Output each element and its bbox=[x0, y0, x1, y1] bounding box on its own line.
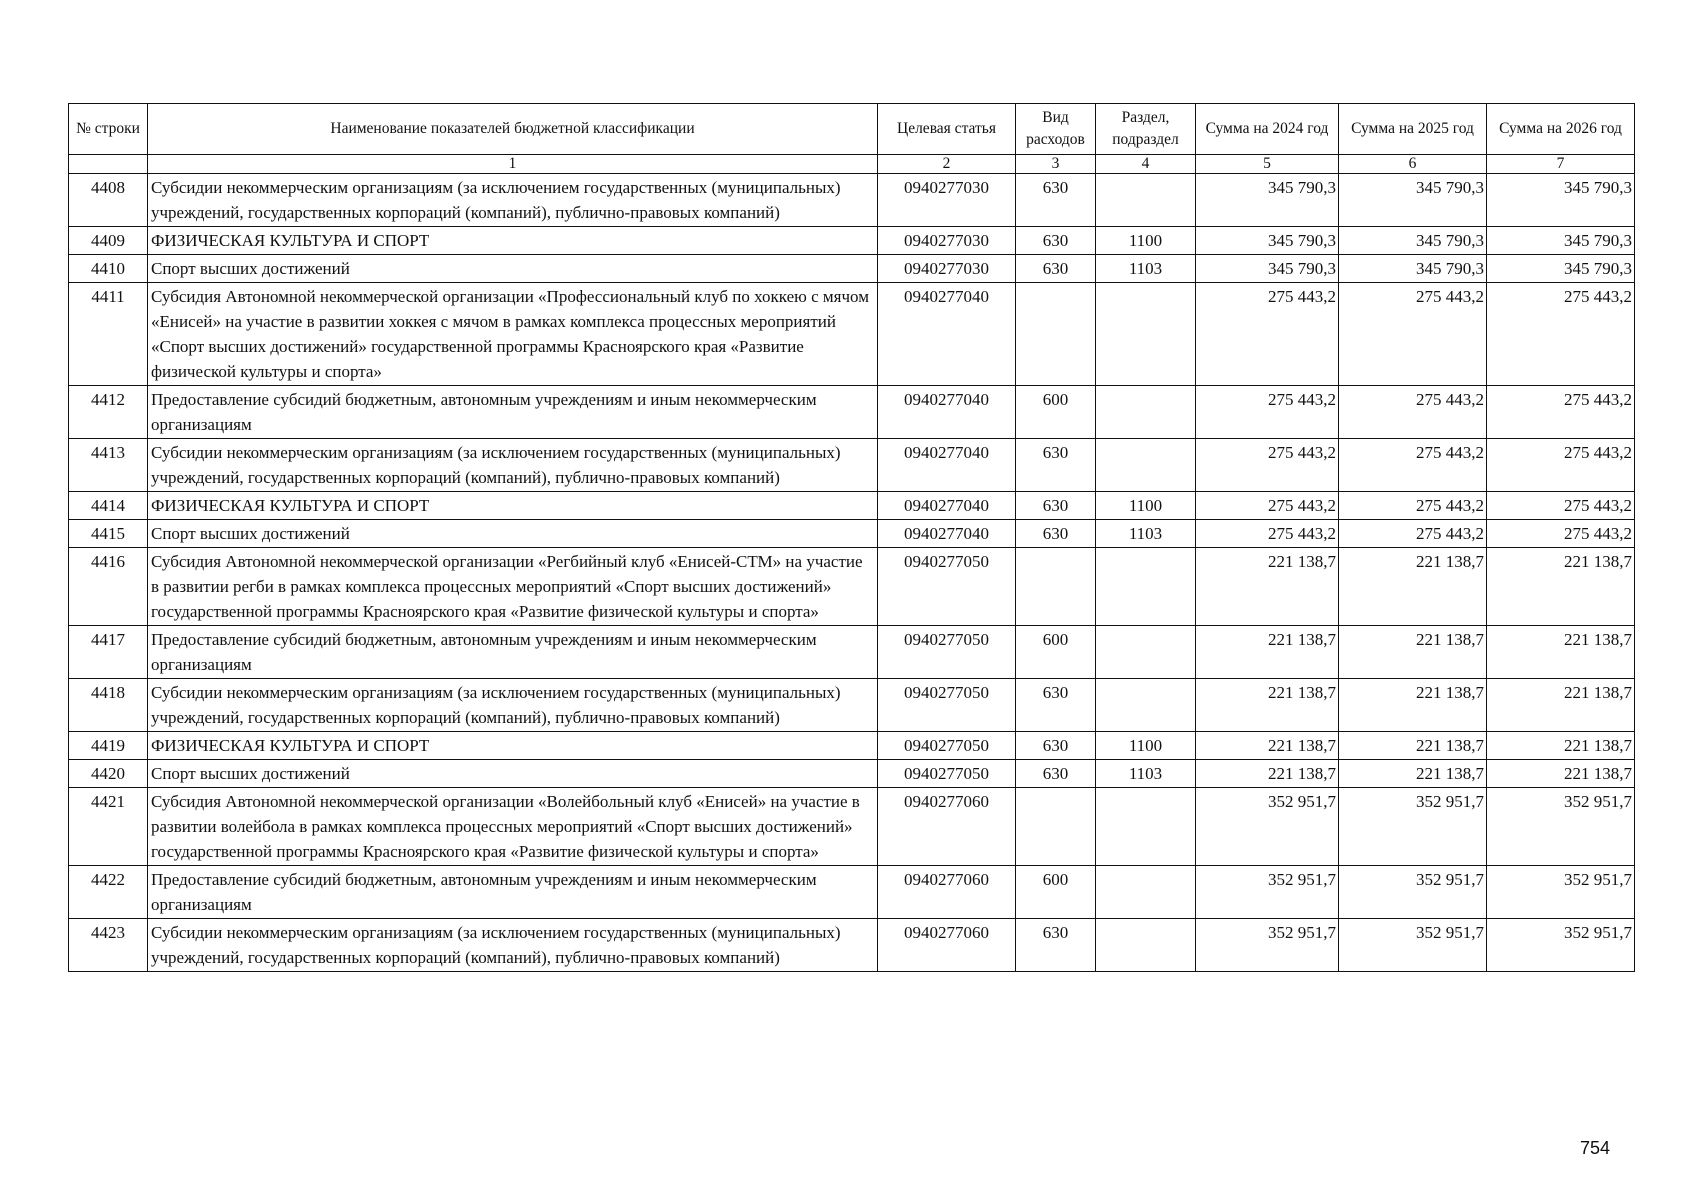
table-row bbox=[69, 760, 1635, 788]
row-name: Субсидии некоммерческим организациям (за исключением государственных (муниципальных) учреждений, государственных корпораций (компаний), публично-правовых компаний) bbox=[148, 439, 878, 492]
header-section: Раздел, подраздел bbox=[1096, 104, 1196, 155]
row-expense-type: 630 bbox=[1016, 439, 1096, 492]
row-sum-2026: 352 951,7 bbox=[1487, 866, 1635, 919]
row-sum-2024: 275 443,2 bbox=[1196, 520, 1339, 548]
row-target-article: 0940277050 bbox=[878, 679, 1016, 732]
row-name: Субсидии некоммерческим организациям (за исключением государственных (муниципальных) учреждений, государственных корпораций (компаний), публично-правовых компаний) bbox=[148, 919, 878, 972]
row-target-article: 0940277030 bbox=[878, 174, 1016, 227]
row-sum-2024: 221 138,7 bbox=[1196, 679, 1339, 732]
row-number: 4422 bbox=[69, 866, 148, 919]
row-sum-2026: 221 138,7 bbox=[1487, 626, 1635, 679]
row-name: Предоставление субсидий бюджетным, автономным учреждениям и иным некоммерческим организациям bbox=[148, 626, 878, 679]
row-sum-2026: 221 138,7 bbox=[1487, 760, 1635, 788]
table-row bbox=[69, 255, 1635, 283]
row-section bbox=[1096, 283, 1196, 386]
table-row bbox=[69, 386, 1635, 439]
row-sum-2025: 275 443,2 bbox=[1339, 520, 1487, 548]
row-number: 4410 bbox=[69, 255, 148, 283]
column-number bbox=[69, 155, 148, 174]
row-number: 4417 bbox=[69, 626, 148, 679]
row-expense-type: 600 bbox=[1016, 866, 1096, 919]
row-number: 4411 bbox=[69, 283, 148, 386]
row-target-article: 0940277050 bbox=[878, 732, 1016, 760]
table-row bbox=[69, 679, 1635, 732]
header-expense-type: Вид расходов bbox=[1016, 104, 1096, 155]
row-sum-2024: 275 443,2 bbox=[1196, 492, 1339, 520]
table-row bbox=[69, 520, 1635, 548]
row-target-article: 0940277030 bbox=[878, 255, 1016, 283]
table-row bbox=[69, 227, 1635, 255]
row-sum-2026: 345 790,3 bbox=[1487, 255, 1635, 283]
column-number: 4 bbox=[1096, 155, 1196, 174]
row-section bbox=[1096, 439, 1196, 492]
table-row bbox=[69, 732, 1635, 760]
row-number: 4421 bbox=[69, 788, 148, 866]
row-sum-2026: 221 138,7 bbox=[1487, 548, 1635, 626]
row-section bbox=[1096, 919, 1196, 972]
row-sum-2026: 345 790,3 bbox=[1487, 174, 1635, 227]
row-sum-2026: 345 790,3 bbox=[1487, 227, 1635, 255]
column-number: 5 bbox=[1196, 155, 1339, 174]
row-target-article: 0940277050 bbox=[878, 548, 1016, 626]
row-expense-type: 630 bbox=[1016, 174, 1096, 227]
header-name: Наименование показателей бюджетной классификации bbox=[148, 104, 878, 155]
row-name: Субсидия Автономной некоммерческой организации «Регбийный клуб «Енисей-СТМ» на участие в развитии регби в рамках комплекса процессных мероприятий «Спорт высших достижений» государственной программы Красноярского края «Развитие физической культуры и спорта» bbox=[148, 548, 878, 626]
row-target-article: 0940277040 bbox=[878, 386, 1016, 439]
row-target-article: 0940277060 bbox=[878, 788, 1016, 866]
row-expense-type: 630 bbox=[1016, 760, 1096, 788]
row-number: 4408 bbox=[69, 174, 148, 227]
row-sum-2025: 352 951,7 bbox=[1339, 866, 1487, 919]
header-target-article: Целевая статья bbox=[878, 104, 1016, 155]
row-name: ФИЗИЧЕСКАЯ КУЛЬТУРА И СПОРТ bbox=[148, 492, 878, 520]
row-sum-2024: 352 951,7 bbox=[1196, 788, 1339, 866]
row-number: 4419 bbox=[69, 732, 148, 760]
row-target-article: 0940277050 bbox=[878, 626, 1016, 679]
row-sum-2025: 275 443,2 bbox=[1339, 386, 1487, 439]
row-sum-2024: 221 138,7 bbox=[1196, 548, 1339, 626]
column-number: 1 bbox=[148, 155, 878, 174]
row-sum-2025: 221 138,7 bbox=[1339, 548, 1487, 626]
column-number: 7 bbox=[1487, 155, 1635, 174]
row-section: 1100 bbox=[1096, 227, 1196, 255]
row-sum-2025: 221 138,7 bbox=[1339, 679, 1487, 732]
row-sum-2026: 352 951,7 bbox=[1487, 788, 1635, 866]
row-name: ФИЗИЧЕСКАЯ КУЛЬТУРА И СПОРТ bbox=[148, 732, 878, 760]
row-expense-type bbox=[1016, 283, 1096, 386]
row-name: ФИЗИЧЕСКАЯ КУЛЬТУРА И СПОРТ bbox=[148, 227, 878, 255]
row-section: 1100 bbox=[1096, 492, 1196, 520]
header-num: № строки bbox=[69, 104, 148, 155]
row-section: 1100 bbox=[1096, 732, 1196, 760]
row-sum-2025: 221 138,7 bbox=[1339, 732, 1487, 760]
table-row bbox=[69, 788, 1635, 866]
row-name: Спорт высших достижений bbox=[148, 255, 878, 283]
row-sum-2026: 275 443,2 bbox=[1487, 439, 1635, 492]
row-name: Спорт высших достижений bbox=[148, 520, 878, 548]
row-number: 4412 bbox=[69, 386, 148, 439]
row-section: 1103 bbox=[1096, 255, 1196, 283]
row-number: 4416 bbox=[69, 548, 148, 626]
row-target-article: 0940277030 bbox=[878, 227, 1016, 255]
table-row bbox=[69, 492, 1635, 520]
row-expense-type: 600 bbox=[1016, 386, 1096, 439]
row-number: 4414 bbox=[69, 492, 148, 520]
row-sum-2026: 221 138,7 bbox=[1487, 732, 1635, 760]
row-target-article: 0940277060 bbox=[878, 919, 1016, 972]
column-number: 3 bbox=[1016, 155, 1096, 174]
row-name: Предоставление субсидий бюджетным, автономным учреждениям и иным некоммерческим организациям bbox=[148, 866, 878, 919]
row-sum-2025: 221 138,7 bbox=[1339, 760, 1487, 788]
row-sum-2026: 275 443,2 bbox=[1487, 492, 1635, 520]
row-sum-2025: 352 951,7 bbox=[1339, 919, 1487, 972]
page-number: 754 bbox=[1580, 1138, 1611, 1158]
row-target-article: 0940277050 bbox=[878, 760, 1016, 788]
row-number: 4409 bbox=[69, 227, 148, 255]
row-target-article: 0940277040 bbox=[878, 492, 1016, 520]
row-section bbox=[1096, 386, 1196, 439]
row-expense-type bbox=[1016, 548, 1096, 626]
row-number: 4415 bbox=[69, 520, 148, 548]
header-sum-2026: Сумма на 2026 год bbox=[1487, 104, 1635, 155]
row-section bbox=[1096, 626, 1196, 679]
row-sum-2024: 275 443,2 bbox=[1196, 439, 1339, 492]
row-sum-2024: 345 790,3 bbox=[1196, 255, 1339, 283]
row-expense-type bbox=[1016, 788, 1096, 866]
row-sum-2025: 352 951,7 bbox=[1339, 788, 1487, 866]
row-sum-2024: 352 951,7 bbox=[1196, 866, 1339, 919]
row-section: 1103 bbox=[1096, 520, 1196, 548]
row-sum-2024: 352 951,7 bbox=[1196, 919, 1339, 972]
row-section bbox=[1096, 866, 1196, 919]
row-expense-type: 600 bbox=[1016, 626, 1096, 679]
row-target-article: 0940277040 bbox=[878, 283, 1016, 386]
table-row bbox=[69, 866, 1635, 919]
header-sum-2024: Сумма на 2024 год bbox=[1196, 104, 1339, 155]
column-numbers-row bbox=[69, 155, 1635, 174]
row-sum-2025: 275 443,2 bbox=[1339, 439, 1487, 492]
row-sum-2024: 275 443,2 bbox=[1196, 283, 1339, 386]
row-number: 4413 bbox=[69, 439, 148, 492]
row-section bbox=[1096, 679, 1196, 732]
row-expense-type: 630 bbox=[1016, 520, 1096, 548]
table-row bbox=[69, 439, 1635, 492]
header-row bbox=[69, 104, 1635, 155]
row-section: 1103 bbox=[1096, 760, 1196, 788]
row-sum-2026: 275 443,2 bbox=[1487, 283, 1635, 386]
row-name: Субсидии некоммерческим организациям (за исключением государственных (муниципальных) учреждений, государственных корпораций (компаний), публично-правовых компаний) bbox=[148, 174, 878, 227]
budget-table bbox=[68, 103, 1635, 972]
row-number: 4418 bbox=[69, 679, 148, 732]
row-sum-2025: 345 790,3 bbox=[1339, 227, 1487, 255]
row-expense-type: 630 bbox=[1016, 255, 1096, 283]
row-name: Субсидия Автономной некоммерческой организации «Волейбольный клуб «Енисей» на участие в развитии волейбола в рамках комплекса процессных мероприятий «Спорт высших достижений» государственной программы Красноярского края «Развитие физической культуры и спорта» bbox=[148, 788, 878, 866]
column-number: 2 bbox=[878, 155, 1016, 174]
row-expense-type: 630 bbox=[1016, 679, 1096, 732]
table-row bbox=[69, 919, 1635, 972]
row-number: 4423 bbox=[69, 919, 148, 972]
column-number: 6 bbox=[1339, 155, 1487, 174]
row-sum-2024: 345 790,3 bbox=[1196, 174, 1339, 227]
row-sum-2024: 275 443,2 bbox=[1196, 386, 1339, 439]
row-target-article: 0940277040 bbox=[878, 439, 1016, 492]
row-section bbox=[1096, 788, 1196, 866]
row-sum-2025: 345 790,3 bbox=[1339, 174, 1487, 227]
row-target-article: 0940277060 bbox=[878, 866, 1016, 919]
row-sum-2025: 275 443,2 bbox=[1339, 492, 1487, 520]
row-sum-2024: 345 790,3 bbox=[1196, 227, 1339, 255]
row-name: Субсидии некоммерческим организациям (за исключением государственных (муниципальных) учреждений, государственных корпораций (компаний), публично-правовых компаний) bbox=[148, 679, 878, 732]
row-name: Предоставление субсидий бюджетным, автономным учреждениям и иным некоммерческим организациям bbox=[148, 386, 878, 439]
table-row bbox=[69, 174, 1635, 227]
row-sum-2025: 345 790,3 bbox=[1339, 255, 1487, 283]
row-section bbox=[1096, 174, 1196, 227]
row-sum-2025: 275 443,2 bbox=[1339, 283, 1487, 386]
row-sum-2026: 221 138,7 bbox=[1487, 679, 1635, 732]
row-expense-type: 630 bbox=[1016, 492, 1096, 520]
row-name: Субсидия Автономной некоммерческой организации «Профессиональный клуб по хоккею с мячом «Енисей» на участие в развитии хоккея с мячом в рамках комплекса процессных мероприятий «Спорт высших достижений» государственной программы Красноярского края «Развитие физической культуры и спорта» bbox=[148, 283, 878, 386]
row-expense-type: 630 bbox=[1016, 227, 1096, 255]
row-sum-2026: 275 443,2 bbox=[1487, 386, 1635, 439]
row-name: Спорт высших достижений bbox=[148, 760, 878, 788]
row-expense-type: 630 bbox=[1016, 919, 1096, 972]
row-sum-2024: 221 138,7 bbox=[1196, 626, 1339, 679]
table-row bbox=[69, 283, 1635, 386]
row-target-article: 0940277040 bbox=[878, 520, 1016, 548]
row-number: 4420 bbox=[69, 760, 148, 788]
row-section bbox=[1096, 548, 1196, 626]
table-body bbox=[69, 174, 1635, 972]
row-expense-type: 630 bbox=[1016, 732, 1096, 760]
row-sum-2024: 221 138,7 bbox=[1196, 760, 1339, 788]
row-sum-2026: 275 443,2 bbox=[1487, 520, 1635, 548]
row-sum-2026: 352 951,7 bbox=[1487, 919, 1635, 972]
row-sum-2025: 221 138,7 bbox=[1339, 626, 1487, 679]
table-row bbox=[69, 626, 1635, 679]
header-sum-2025: Сумма на 2025 год bbox=[1339, 104, 1487, 155]
row-sum-2024: 221 138,7 bbox=[1196, 732, 1339, 760]
table-row bbox=[69, 548, 1635, 626]
